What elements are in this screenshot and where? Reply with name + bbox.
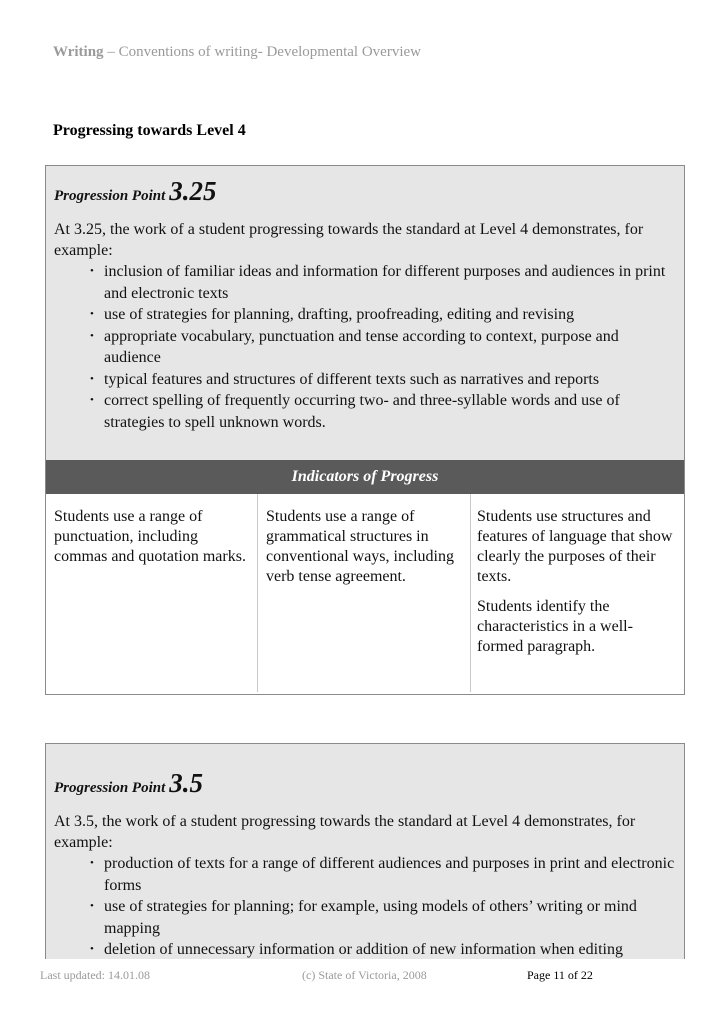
indicator-text: Students use structures and features of language that show clearly the purposes of their texts. xyxy=(477,508,673,585)
progression-point-intro: At 3.25, the work of a student progressing towards the standard at Level 4 demonstrates, for example: xyxy=(54,221,644,259)
bullet-icon: • xyxy=(90,329,94,342)
progression-point-description xyxy=(46,744,684,959)
progression-point-label: Progression Point xyxy=(54,188,166,204)
bullet-icon: • xyxy=(90,394,94,406)
document-header xyxy=(53,44,421,61)
bullet-icon: • xyxy=(90,943,94,955)
progression-point-number: 3.25 xyxy=(169,176,217,206)
progression-point-title xyxy=(54,768,676,803)
indicator-text: Students use a range of grammatical structures in conventional ways, including verb tense agreement. xyxy=(266,508,454,585)
indicator-column xyxy=(46,494,258,692)
bullet-icon: • xyxy=(90,265,94,277)
progression-point-box-3-25 xyxy=(45,165,685,695)
copyright: (c) State of Victoria, 2008 xyxy=(302,968,427,982)
progression-point-number: 3.5 xyxy=(169,768,204,798)
page-number: Page 11 of 22 xyxy=(527,968,593,982)
list-item: • use of strategies for planning; for example, using models of others’ writing or mind mapping xyxy=(90,898,637,937)
bullet-icon: • xyxy=(90,857,94,869)
indicator-text: Students identify the characteristics in a well-formed paragraph. xyxy=(477,598,633,655)
progression-point-description xyxy=(46,166,684,460)
progression-point-box-3-5 xyxy=(45,743,685,959)
bullet-icon: • xyxy=(90,900,94,912)
indicator-column xyxy=(471,494,682,692)
list-item: • use of strategies for planning, drafting, proofreading, editing and revising xyxy=(54,304,676,326)
indicator-column xyxy=(258,494,471,692)
indicator-text: Students use a range of punctuation, including commas and quotation marks. xyxy=(54,508,246,565)
progression-point-list xyxy=(54,261,676,433)
bullet-icon: • xyxy=(90,308,94,320)
progression-point-intro: At 3.5, the work of a student progressing towards the standard at Level 4 demonstrates, for example: xyxy=(54,813,636,851)
indicators-of-progress-header: Indicators of Progress xyxy=(46,460,684,494)
list-item: • correct spelling of frequently occurring two- and three-syllable words and use of strategies to spell unknown words. xyxy=(90,392,620,431)
progression-point-list xyxy=(54,853,676,959)
progression-point-title xyxy=(54,176,676,211)
indicators-columns xyxy=(46,494,684,692)
list-item: • production of texts for a range of different audiences and purposes in print and electronic forms xyxy=(90,855,675,894)
list-item: • inclusion of familiar ideas and information for different purposes and audiences in print and electronic texts xyxy=(90,263,666,302)
list-item: • deletion of unnecessary information or addition of new information when editing xyxy=(54,939,676,959)
last-updated: Last updated: 14.01.08 xyxy=(40,968,150,982)
list-item: • appropriate vocabulary, punctuation and tense according to context, purpose and audience xyxy=(90,327,619,366)
list-item: • typical features and structures of different texts such as narratives and reports xyxy=(54,369,676,391)
progression-point-label: Progression Point xyxy=(54,780,166,796)
level-heading: Progressing towards Level 4 xyxy=(53,122,246,139)
header-subject: Writing xyxy=(53,44,104,60)
bullet-icon: • xyxy=(90,372,94,385)
header-title: – Conventions of writing- Developmental Overview xyxy=(103,44,421,60)
